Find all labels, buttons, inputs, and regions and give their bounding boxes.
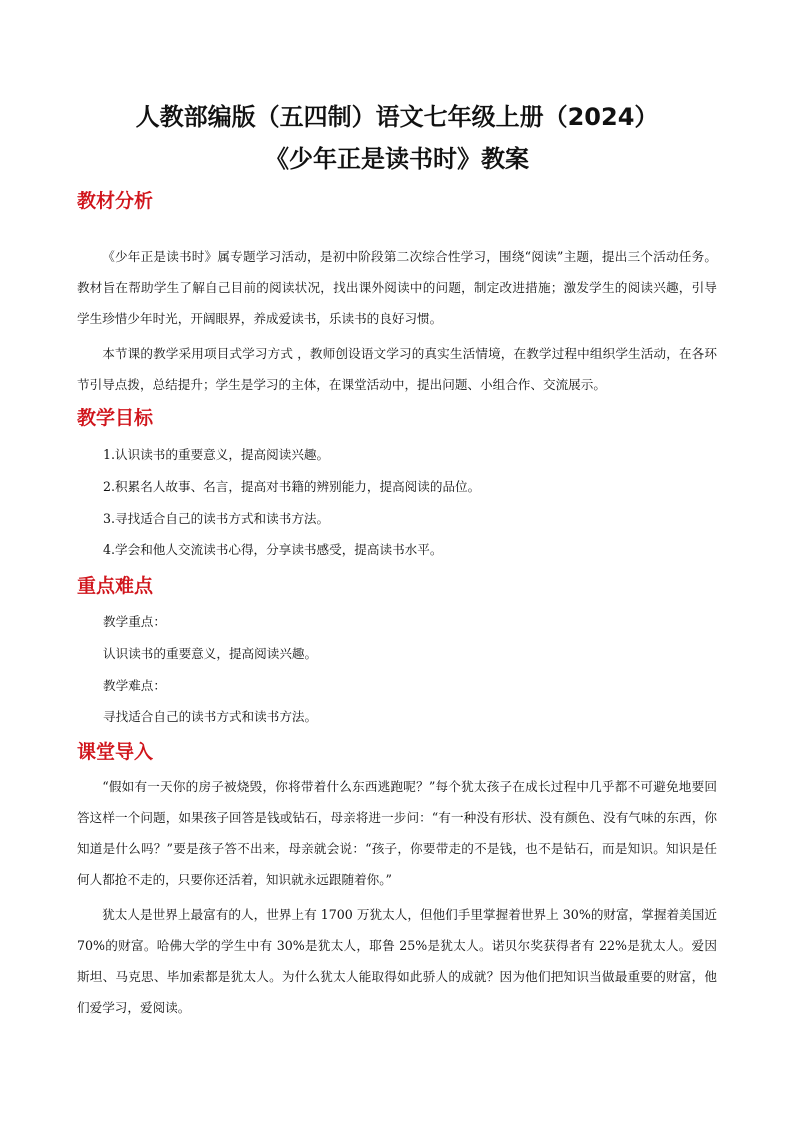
analysis-paragraph-1: 《少年正是读书时》属专题学习活动，是初中阶段第二次综合性学习，围绕“阅读”主题，提出三个活动任务。教材旨在帮助学生了解自己目前的阅读状况，找出课外阅读中的问题，制定改进措施；激发学生的阅读兴趣，引导学生珍惜少年时光，开阔眼界，养成爱读书，乐读书的良好习惯。 [77,249,717,326]
key-point-label: 教学重点： [103,614,166,629]
document-title-line2: 《少年正是读书时》教案 [265,145,529,173]
section-heading-intro: 课堂导入 [77,741,154,763]
objective-item-4: 4.学会和他人交流读书心得，分享读书感受，提高读书水平。 [103,542,443,557]
document-title-line1: 人教部编版（五四制）语文七年级上册（2024） [135,103,659,131]
objective-item-2: 2.积累名人故事、名言，提高对书籍的辨别能力，提高阅读的品位。 [103,479,481,494]
section-heading-keypoints: 重点难点 [77,575,154,597]
section-heading-analysis: 教材分析 [77,190,154,212]
objective-item-1: 1.认识读书的重要意义，提高阅读兴趣。 [103,447,330,462]
difficulty-label: 教学难点： [103,678,166,693]
intro-paragraph-1: “假如有一天你的房子被烧毁，你将带着什么东西逃跑呢？”每个犹太孩子在成长过程中几乎都不可避免地要回答这样一个问题，如果孩子回答是钱或钻石，母亲将进一步问：“有一种没有形状、没有颜色、没有气味的东西，你知道是什么吗？”要是孩子答不出来，母亲就会说：“孩子，你要带走的不是钱，也不是钻石，而是知识。知识是任何人都抢不走的，只要你还活着，知识就永远跟随着你。” [77,779,717,887]
intro-paragraph-2: 犹太人是世界上最富有的人，世界上有 1700 万犹太人，但他们手里掌握着世界上 30%的财富，掌握着美国近 70%的财富。哈佛大学的学生中有 30%是犹太人，耶鲁 25%是犹太人。诺贝尔奖获得者有 22%是犹太人。爱因斯坦、马克思、毕加索都是犹太人。为什么犹太人能取得如此骄人的成就？因为他们把知识当做最重要的财富，他们爱学习，爱阅读。 [77,907,717,1015]
section-heading-objectives: 教学目标 [77,407,154,429]
key-point-text: 认识读书的重要意义，提高阅读兴趣。 [103,646,318,661]
analysis-paragraph-2: 本节课的教学采用项目式学习方式 ，教师创设语文学习的真实生活情境，在教学过程中组织学生活动，在各环节引导点拨，总结提升；学生是学习的主体，在课堂活动中，提出问题、小组合作、交流展示。 [77,346,717,392]
objective-item-3: 3.寻找适合自己的读书方式和读书方法。 [103,511,330,526]
difficulty-text: 寻找适合自己的读书方式和读书方法。 [103,709,318,724]
